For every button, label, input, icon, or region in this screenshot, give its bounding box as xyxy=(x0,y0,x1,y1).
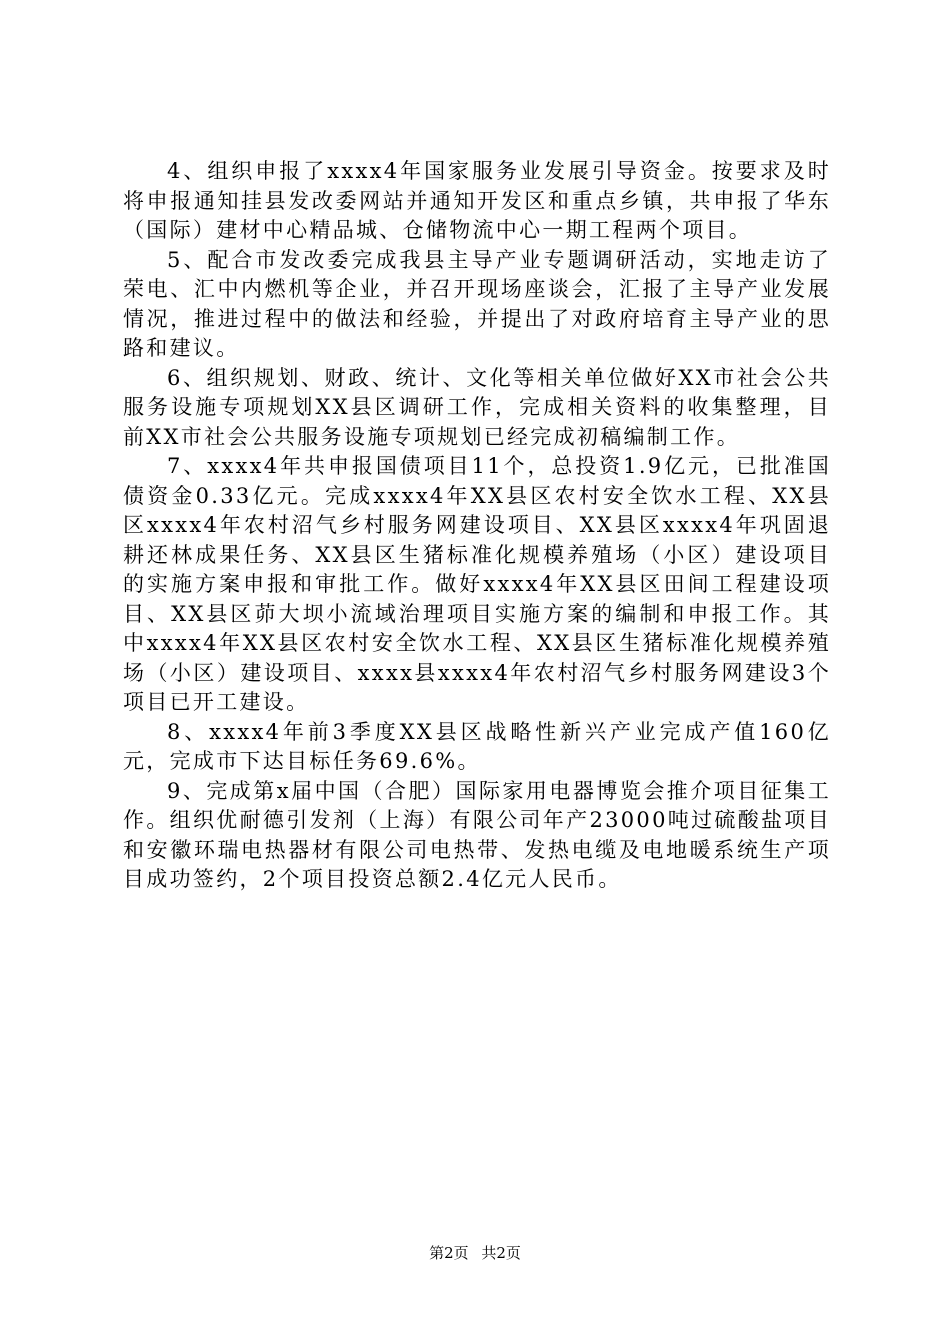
paragraph-item-5: 5、配合市发改委完成我县主导产业专题调研活动，实地走访了荣电、汇中内燃机等企业，并召开现场座谈会，汇报了主导产业发展情况，推进过程中的做法和经验，并提出了对政府培育主导产业的思路和建议。 xyxy=(123,247,831,360)
page-total: 共2页 xyxy=(481,1244,521,1262)
page-footer xyxy=(0,1243,950,1263)
paragraph-item-7: 7、xxxx4年共申报国债项目11个，总投资1.9亿元，已批准国债资金0.33亿元。完成xxxx4年XX县区农村安全饮水工程、XX县区xxxx4年农村沼气乡村服务网建设项目、XX县区xxxx4年巩固退耕还林成果任务、XX县区生猪标准化规模养殖场（小区）建设项目的实施方案申报和审批工作。做好xxxx4年XX县区田间工程建设项目、XX县区茆大坝小流域治理项目实施方案的编制和申报工作。其中xxxx4年XX县区农村安全饮水工程、XX县区生猪标准化规模养殖场（小区）建设项目、xxxx县xxxx4年农村沼气乡村服务网建设3个项目已开工建设。 xyxy=(123,454,831,714)
page-number: 第2页 xyxy=(429,1244,469,1262)
document-body xyxy=(123,157,831,895)
paragraph-item-6: 6、组织规划、财政、统计、文化等相关单位做好XX市社会公共服务设施专项规划XX县区调研工作，完成相关资料的收集整理，目前XX市社会公共服务设施专项规划已经完成初稿编制工作。 xyxy=(123,365,831,449)
paragraph-item-4: 4、组织申报了xxxx4年国家服务业发展引导资金。按要求及时将申报通知挂县发改委网站并通知开发区和重点乡镇，共申报了华东（国际）建材中心精品城、仓储物流中心一期工程两个项目。 xyxy=(123,159,831,242)
paragraph-item-9: 9、完成第x届中国（合肥）国际家用电器博览会推介项目征集工作。组织优耐德引发剂（上海）有限公司年产23000吨过硫酸盐项目和安徽环瑞电热器材有限公司电热带、发热电缆及电地暖系统生产项目成功签约，2个项目投资总额2.4亿元人民币。 xyxy=(123,778,831,891)
paragraph-item-8: 8、xxxx4年前3季度XX县区战略性新兴产业完成产值160亿元，完成市下达目标任务69.6%。 xyxy=(123,719,831,773)
